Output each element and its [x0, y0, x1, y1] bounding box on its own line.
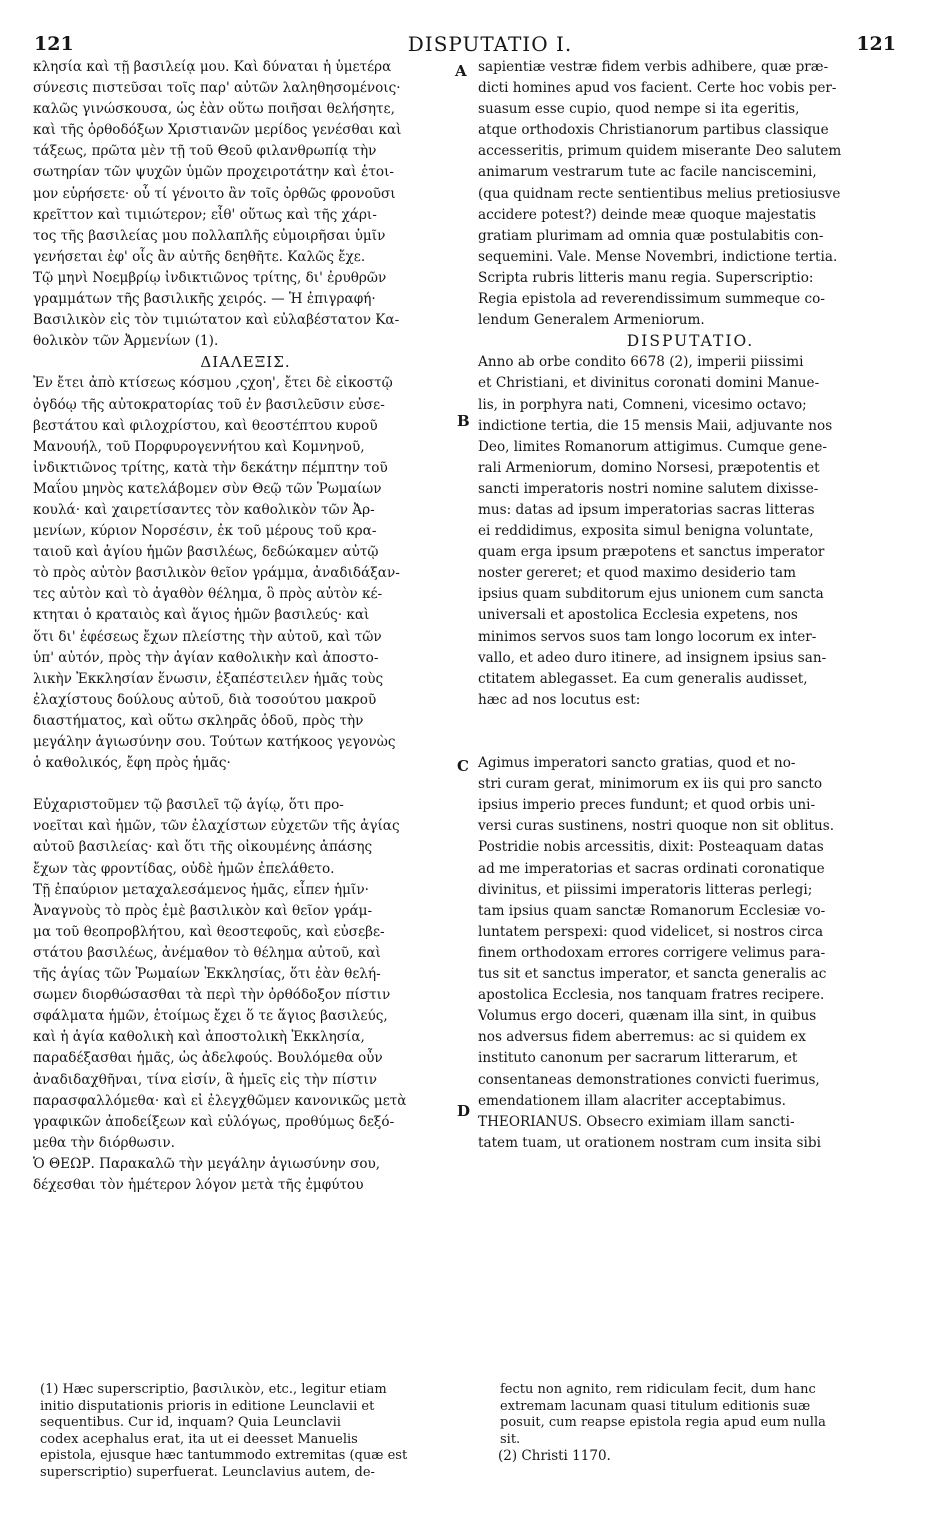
- text-line: Μαΐου μηνὸς κατελάβομεν σὺν Θεῷ τῶν Ῥωμαίων: [33, 480, 382, 497]
- text-line: ὑπ' αὐτόν, πρὸς τὴν ἁγίαν καθολικὴν καὶ ἀποστο-: [33, 649, 379, 666]
- text-line: hæc ad nos locutus est:: [478, 691, 641, 708]
- text-line: Agimus imperatori sancto gratias, quod et no-: [478, 755, 796, 772]
- text-line: quam erga ipsum præpotens et sanctus imperator: [478, 544, 825, 561]
- text-line: sancti imperatoris nostri nomine salutem dixisse-: [478, 480, 819, 497]
- text-line: ἰνδικτιῶνος τρίτης, κατὰ τὴν δεκάτην πέμπτην τοῦ: [33, 459, 388, 476]
- text-line: ἐλαχίστους δούλους αὐτοῦ, διὰ τοσούτου μακροῦ: [33, 691, 377, 708]
- text-line: ὀγδόῳ τῆς αὐτοκρατορίας τοῦ ἐν βασιλεῦσιν εὐσε-: [33, 396, 385, 413]
- margin-marker-d: D: [457, 1102, 471, 1120]
- text-line: γενήσεται ἐφ' οἷς ἂν αὐτῆς δεηθῆτε. Καλῶς ἔχε.: [33, 248, 366, 265]
- running-title: DISPUTATIO I.: [407, 32, 573, 56]
- text-line: τῆς ἁγίας τῶν Ῥωμαίων Ἐκκλησίας, ὅτι ἐὰν θελή-: [33, 966, 381, 983]
- text-line: βεστάτου καὶ φιλοχρίστου, καὶ θεοστέπτου κυροῦ: [33, 417, 378, 434]
- text-line: σωτηρίαν τῶν ψυχῶν ὑμῶν προχειροτάτην καὶ ἑτοι-: [33, 164, 394, 181]
- text-line: rali Armeniorum, domino Norsesi, præpotentis et: [478, 459, 820, 476]
- text-line: (1) Hæc superscriptio, βασιλικὸν, etc., legitur etiam: [40, 1382, 387, 1397]
- text-line: atque orthodoxis Christianorum partibus classique: [478, 122, 829, 139]
- text-line: Τῇ ἐπαύριον μεταχαλεσάμενος ἡμᾶς, εἶπεν ἡμῖν·: [33, 881, 369, 898]
- text-line: μα τοῦ θεοπροβλήτου, καὶ θεοστεφοῦς, καὶ εὐσεβε-: [33, 923, 385, 940]
- text-line: μενίων, κύριον Νορσέσιν, ἐκ τοῦ μέρους τοῦ κρα-: [33, 523, 377, 540]
- text-line: tus sit et sanctus imperator, et sancta generalis ac: [478, 966, 827, 983]
- text-line: μεθα τὴν διόρθωσιν.: [33, 1134, 175, 1151]
- text-line: sequemini. Vale. Mense Novembri, indictione tertia.: [478, 248, 838, 265]
- text-line: γραφικῶν ἀποδείξεων καὶ εὐλόγως, προθύμως δεξό-: [33, 1113, 395, 1130]
- text-line: gratiam plurimam ad omnia quæ postulabitis con-: [478, 227, 824, 244]
- text-line: κρεῖττον καὶ τιμιώτερον; εἶθ' οὕτως καὶ τῆς χάρι-: [33, 206, 377, 223]
- text-line: accesseritis, primum quidem miserante Deo salutem: [478, 143, 842, 160]
- page-number-left: 121: [34, 33, 74, 55]
- latin-column: [478, 57, 903, 1154]
- text-line: [478, 711, 903, 732]
- text-line: [33, 774, 458, 795]
- text-line: et Christiani, et divinitus coronati domini Manue-: [478, 375, 820, 392]
- greek-column: [33, 57, 458, 1196]
- text-line: accidere potest?) deinde meæ quoque majestatis: [478, 206, 817, 223]
- text-line: [478, 732, 903, 753]
- text-line: ταιοῦ καὶ ἁγίου ἡμῶν βασιλέως, δεδώκαμεν αὐτῷ: [33, 544, 379, 561]
- text-line: σύνεσις πιστεῦσαι τοῖς παρ' αὐτῶν λαληθησομένοις·: [33, 80, 401, 97]
- text-line: Ὁ ΘΕΩΡ. Παρακαλῶ τὴν μεγάλην ἁγιωσύνην σου,: [33, 1155, 381, 1172]
- text-line: Ἐν ἔτει ἀπὸ κτίσεως κόσμου ,ςχοη', ἔτει δὲ εἰκοστῷ: [33, 375, 393, 392]
- text-line: ἔχων τὰς φροντίδας, οὐδὲ ἡμῶν ἐπελάθετο.: [33, 860, 335, 877]
- text-line: μεγάλην ἁγιωσύνην σου. Τούτων κατήκοος γεγονὼς: [33, 734, 396, 750]
- text-line: consentaneas demonstrationes convicti fuerimus,: [478, 1071, 820, 1088]
- text-line: παραδέξασθαι ἡμᾶς, ὡς ἀδελφούς. Βουλόμεθα οὖν: [33, 1050, 383, 1067]
- latin-footnote-2: (2) Christi 1170.: [498, 1448, 611, 1464]
- text-line: initio disputationis prioris in editione Leunclavii et: [40, 1398, 375, 1414]
- text-line: σωμεν διορθώσασθαι τὰ περὶ τὴν ὀρθόδοξον πίστιν: [33, 987, 391, 1004]
- text-line: animarum vestrarum tute ac facile nanciscemini,: [478, 164, 817, 181]
- text-line: Τῷ μηνὶ Νοεμβρίῳ ἰνδικτιῶνος τρίτης, δι' ἐρυθρῶν: [33, 269, 387, 286]
- text-line: Postridie nobis arcessitis, dixit: Posteaquam datas: [478, 839, 824, 856]
- text-line: emendationem illam alacriter acceptabimus.: [478, 1092, 786, 1109]
- text-line: ὅτι δι' ἐφέσεως ἔχων πλείστης τὴν αὐτοῦ, καὶ τῶν: [33, 628, 382, 645]
- text-line: nos adversus fidem aberremus: ac si quidem ex: [478, 1029, 806, 1046]
- text-line: fectu non agnito, rem ridiculam fecit, dum hanc: [500, 1382, 816, 1397]
- text-line: codex acephalus erat, ita ut ei deesset Manuelis: [40, 1431, 358, 1447]
- text-line: tam ipsius quam sanctæ Romanorum Ecclesiæ vo-: [478, 902, 826, 919]
- text-line: lis, in porphyra nati, Comneni, vicesimo octavo;: [478, 396, 807, 413]
- text-line: mus: datas ad ipsum imperatorias sacras litteras: [478, 501, 815, 518]
- section-heading: ΔΙΑΛΕΞΙΣ.: [200, 353, 291, 372]
- text-line: τάξεως, πρῶτα μὲν τῇ τοῦ Θεοῦ φιλανθρωπίᾳ τὴν: [33, 143, 377, 160]
- text-line: THEORIANUS. Obsecro eximiam illam sancti-: [478, 1113, 795, 1130]
- text-line: λικὴν Ἐκκλησίαν ἕνωσιν, ἐξαπέστειλεν ἡμᾶς τοὺς: [33, 670, 384, 687]
- text-line: καὶ τῆς ὀρθοδόξων Χριστιανῶν μερίδος γενέσθαι καὶ: [33, 122, 402, 139]
- text-line: tatem tuam, ut orationem nostram cum insita sibi: [478, 1134, 821, 1151]
- text-line: extremam lacunam quasi titulum editionis suæ: [500, 1398, 811, 1414]
- text-line: sequentibus. Cur id, inquam? Quia Leunclavii: [40, 1415, 341, 1431]
- text-line: Volumus ergo doceri, quænam illa sint, in quibus: [478, 1008, 817, 1025]
- text-line: γραμμάτων τῆς βασιλικῆς χειρός. — Ἡ ἐπιγραφή·: [33, 291, 376, 308]
- text-line: θολικὸν τῶν Ἀρμενίων (1).: [33, 333, 219, 350]
- text-line: Ἀναγνοὺς τὸ πρὸς ἐμὲ βασιλικὸν καὶ θεῖον γράμ-: [33, 902, 373, 919]
- text-line: posuit, cum reapse epistola regia apud eum nulla: [500, 1415, 826, 1431]
- text-line: Deo, limites Romanorum attigimus. Cumque gene-: [478, 438, 828, 455]
- text-line: lendum Generalem Armeniorum.: [478, 312, 705, 329]
- text-line: versi curas sustinens, nostri quoque non sit oblitus.: [478, 818, 835, 835]
- text-line: luntatem perspexi: quod videlicet, si nostros circa: [478, 923, 824, 940]
- text-line: superscriptio) superfuerat. Leunclavius autem, de-: [40, 1464, 375, 1480]
- page-number-right: 121: [856, 33, 896, 55]
- text-line: Regia epistola ad reverendissimum summeque co-: [478, 291, 825, 308]
- text-line: minimos servos suos tam longo locorum ex inter-: [478, 628, 817, 645]
- text-line: ipsius quam subditorum ejus unionem cum sancta: [478, 586, 824, 603]
- text-line: ad me imperatorias et sacras ordinati coronatique: [478, 860, 825, 877]
- text-line: δέχεσθαι τὸν ἡμέτερον λόγον μετὰ τῆς ἐμφύτου: [33, 1176, 364, 1193]
- text-line: apostolica Ecclesia, nos tanquam fratres recipere.: [478, 987, 825, 1004]
- text-line: sit.: [500, 1431, 521, 1447]
- text-line: instituto canonum per sacrarum litterarum, et: [478, 1050, 798, 1067]
- text-line: finem orthodoxam errores corrigere velimus para-: [478, 944, 826, 961]
- text-line: μον εὑρήσετε· οὗ τί γένοιτο ἂν τοῖς ὀρθῶς φρονοῦσι: [33, 185, 396, 202]
- text-line: universali et apostolica Ecclesia expetens, nos: [478, 607, 798, 624]
- text-line: διαστήματος, καὶ οὕτω σκληρᾶς ὁδοῦ, πρὸς τὴν: [33, 712, 364, 729]
- latin-footnote-continuation: [500, 1382, 905, 1448]
- text-line: ὁ καθολικός, ἔφη πρὸς ἡμᾶς·: [33, 755, 231, 772]
- margin-marker-c: C: [457, 757, 469, 775]
- text-line: noster gereret; et quod maximo desiderio tam: [478, 565, 796, 582]
- text-line: καλῶς γινώσκουσα, ὡς ἐὰν οὕτω ποιῆσαι θελήσητε,: [33, 101, 395, 118]
- text-line: dicti homines apud vos facient. Certe hoc vobis per-: [478, 80, 837, 97]
- greek-footnote: [40, 1382, 460, 1482]
- text-line: Βασιλικὸν εἰς τὸν τιμιώτατον καὶ εὐλαβέστατον Κα-: [33, 312, 400, 329]
- text-line: ἀναδιδαχθῆναι, τίνα εἰσίν, ἃ ἡμεῖς εἰς τὴν πίστιν: [33, 1071, 377, 1088]
- section-heading: DISPUTATIO.: [626, 332, 755, 351]
- text-line: σφάλματα ἡμῶν, ἑτοίμως ἔχει ὅ τε ἅγιος βασιλεύς,: [33, 1008, 388, 1025]
- margin-marker-b: B: [457, 412, 470, 430]
- text-line: sapientiæ vestræ fidem verbis adhibere, quæ præ-: [478, 59, 829, 75]
- text-line: (qua quidnam recte sentientibus melius pretiosiusve: [478, 185, 841, 202]
- margin-marker-a: A: [455, 62, 467, 80]
- text-line: τος τῆς βασιλείας μου πολλαπλῆς εὐμοιρῆσαι ὑμῖν: [33, 227, 386, 244]
- text-line: ctitatem ablegasset. Ea cum generalis audisset,: [478, 670, 808, 687]
- text-line: ei reddidimus, exposita simul benigna voluntate,: [478, 523, 814, 540]
- text-line: κουλά· καὶ χαιρετίσαντες τὸν καθολικὸν τῶν Ἀρ-: [33, 501, 375, 518]
- text-line: Anno ab orbe condito 6678 (2), imperii piissimi: [478, 354, 804, 371]
- text-line: epistola, ejusque hæc tantummodo extremitas (quæ est: [40, 1448, 408, 1464]
- text-line: τες αὐτὸν καὶ τὸ ἀγαθὸν θέλημα, ὃ πρὸς αὐτὸν κέ-: [33, 586, 383, 603]
- text-line: stri curam gerat, minimorum ex iis qui pro sancto: [478, 776, 823, 793]
- text-line: τὸ πρὸς αὐτὸν βασιλικὸν θεῖον γράμμα, ἀναδιδάξαν-: [33, 565, 400, 582]
- text-line: καὶ ἡ ἁγία καθολικὴ καὶ ἀποστολικὴ Ἐκκλησία,: [33, 1029, 365, 1046]
- text-line: κτηται ὁ κραταιὸς καὶ ἅγιος ἡμῶν βασιλεύς· καὶ: [33, 607, 370, 624]
- text-line: Scripta rubris litteris manu regia. Superscriptio:: [478, 269, 814, 286]
- text-line: στάτου βασιλέως, ἀνέμαθον τὸ θέλημα αὐτοῦ, καὶ: [33, 944, 381, 961]
- text-line: Μανουήλ, τοῦ Πορφυρογεννήτου καὶ Κομνηνοῦ,: [33, 438, 365, 455]
- text-line: vallo, et adeo duro itinere, ad insignem ipsius san-: [478, 649, 827, 666]
- text-line: ipsius imperio preces fundunt; et quod orbis uni-: [478, 797, 816, 814]
- text-line: Εὐχαριστοῦμεν τῷ βασιλεῖ τῷ ἁγίῳ, ὅτι προ-: [33, 797, 344, 814]
- text-line: indictione tertia, die 15 mensis Maii, adjuvante nos: [478, 417, 833, 434]
- text-line: νοεῖται καὶ ἡμῶν, τῶν ἐλαχίστων εὐχετῶν τῆς ἁγίας: [33, 818, 400, 835]
- text-line: αὐτοῦ βασιλείας· καὶ ὅτι τῆς οἰκουμένης ἁπάσης: [33, 839, 373, 856]
- text-line: κλησία καὶ τῇ βασιλείᾳ μου. Καὶ δύναται ἡ ὑμετέρα: [33, 59, 392, 75]
- text-line: παρασφαλλόμεθα· καὶ εἰ ἐλεγχθῶμεν κανονικῶς μετὰ: [33, 1092, 407, 1109]
- text-line: divinitus, et piissimi imperatoris litteras perlegi;: [478, 881, 813, 898]
- text-line: suasum esse cupio, quod nempe si ita egeritis,: [478, 101, 800, 118]
